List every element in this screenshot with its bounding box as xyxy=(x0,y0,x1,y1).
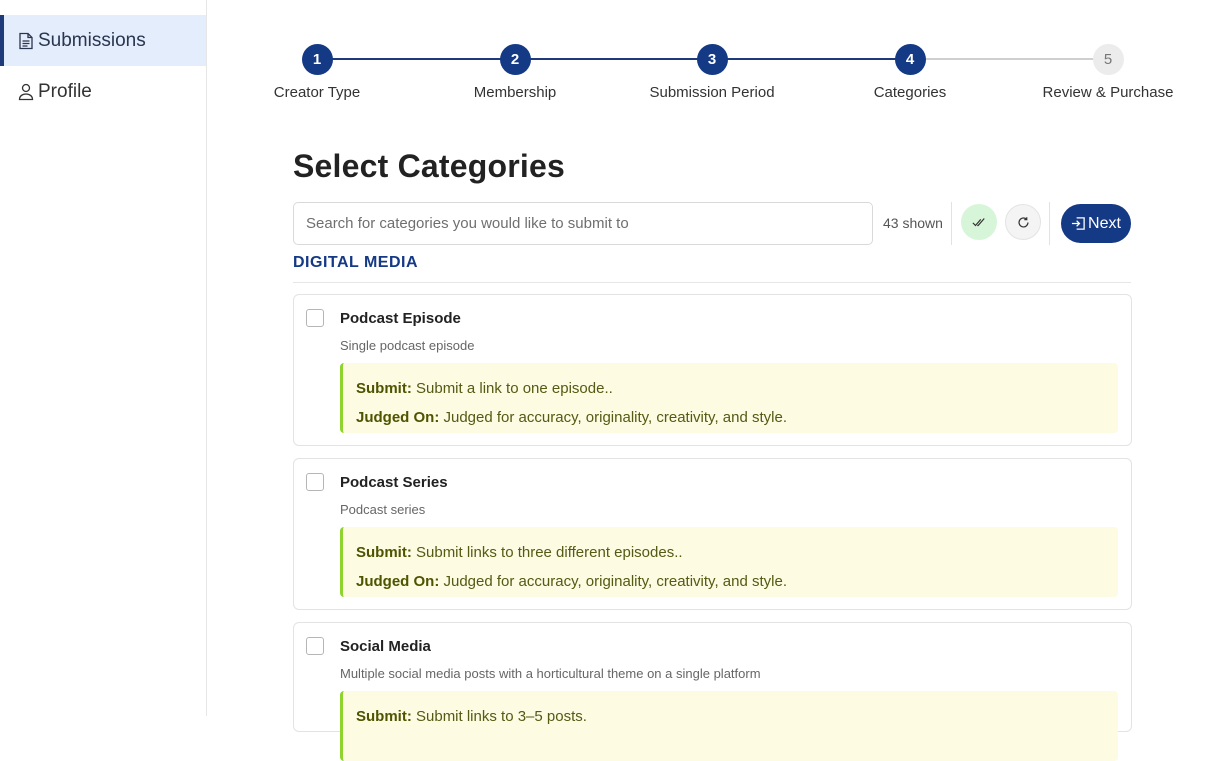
step-number: 3 xyxy=(697,44,728,75)
sidebar-item-profile[interactable] xyxy=(0,66,206,117)
category-checkbox[interactable] xyxy=(306,309,324,327)
step-label: Creator Type xyxy=(273,84,361,101)
category-card[interactable] xyxy=(293,458,1132,610)
double-check-icon xyxy=(972,215,986,229)
refresh-icon xyxy=(1017,216,1030,229)
judging-criteria: Judged On: Judged for accuracy, originality, creativity, and style. xyxy=(356,409,787,426)
category-checkbox[interactable] xyxy=(306,473,324,491)
category-description: Multiple social media posts with a horticultural theme on a single platform xyxy=(340,666,761,681)
step-label: Submission Period xyxy=(649,84,775,101)
next-button-label: Next xyxy=(1088,214,1121,232)
step-label: Review & Purchase xyxy=(1042,84,1174,101)
toolbar-divider xyxy=(951,202,952,245)
step-number: 2 xyxy=(500,44,531,75)
category-requirements xyxy=(340,363,1118,433)
reset-button[interactable] xyxy=(1005,204,1041,240)
section-divider xyxy=(293,282,1131,283)
user-icon xyxy=(16,82,36,102)
category-requirements xyxy=(340,527,1118,597)
submit-requirement: Submit: Submit a link to one episode.. xyxy=(356,380,613,397)
section-title: DIGITAL MEDIA xyxy=(293,254,419,271)
toolbar-divider xyxy=(1049,202,1050,245)
step-membership[interactable] xyxy=(415,44,615,101)
category-name: Social Media xyxy=(340,638,431,655)
page-title: Select Categories xyxy=(293,148,565,184)
select-all-button[interactable] xyxy=(961,204,997,240)
sidebar-item-submissions[interactable] xyxy=(0,15,206,66)
step-creator-type[interactable] xyxy=(217,44,417,101)
step-number: 4 xyxy=(895,44,926,75)
step-label: Categories xyxy=(873,84,947,101)
progress-stepper xyxy=(250,40,1200,110)
category-requirements xyxy=(340,691,1118,761)
category-search-input[interactable] xyxy=(293,202,873,245)
step-label: Membership xyxy=(473,84,557,101)
sidebar-item-label: Submissions xyxy=(38,29,146,51)
submit-requirement: Submit: Submit links to three different episodes.. xyxy=(356,544,683,561)
category-card[interactable] xyxy=(293,622,1132,732)
next-button[interactable] xyxy=(1061,204,1131,243)
step-submission-period[interactable] xyxy=(612,44,812,101)
category-name: Podcast Series xyxy=(340,474,448,491)
sidebar-item-label: Profile xyxy=(38,80,92,102)
step-categories[interactable] xyxy=(810,44,1010,101)
category-description: Podcast series xyxy=(340,502,426,517)
category-checkbox[interactable] xyxy=(306,637,324,655)
submit-requirement: Submit: Submit links to 3–5 posts. xyxy=(356,708,587,725)
category-name: Podcast Episode xyxy=(340,310,461,327)
sidebar xyxy=(0,0,207,716)
category-description: Single podcast episode xyxy=(340,338,475,353)
document-icon xyxy=(16,31,36,51)
step-review-purchase[interactable] xyxy=(1008,44,1208,101)
step-number: 1 xyxy=(302,44,333,75)
category-card[interactable] xyxy=(293,294,1132,446)
judging-criteria: Judged On: Judged for accuracy, originality, creativity, and style. xyxy=(356,573,787,590)
shown-count: 43 shown xyxy=(883,215,943,231)
sign-in-icon xyxy=(1071,216,1086,231)
step-number: 5 xyxy=(1093,44,1124,75)
